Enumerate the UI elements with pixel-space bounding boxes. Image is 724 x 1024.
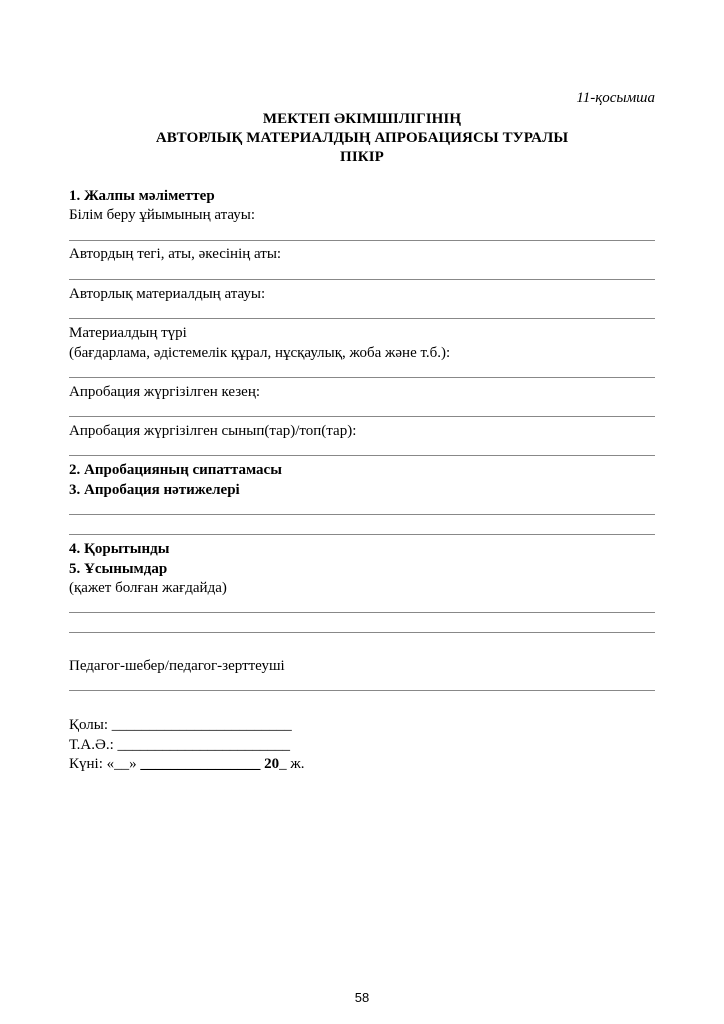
section-5-heading: 5. Ұсынымдар bbox=[69, 561, 168, 577]
author-name-label: Автордың тегі, аты, әкесінің аты: bbox=[69, 246, 282, 262]
classes-label: Апробация жүргізілген сынып(тар)/топ(тар): bbox=[69, 423, 357, 439]
signature-field: Қолы: ________________________ bbox=[69, 717, 292, 733]
page-number: 58 bbox=[354, 990, 370, 1005]
section-4-heading: 4. Қорытынды bbox=[69, 541, 170, 557]
section-2-heading: 2. Апробацияның сипаттамасы bbox=[69, 462, 282, 478]
results-line-2 bbox=[69, 534, 655, 535]
title-line-1: МЕКТЕП ӘКІМШІЛІГІНІҢ bbox=[262, 111, 462, 127]
material-name-label: Авторлық материалдың атауы: bbox=[69, 286, 266, 302]
date-field bbox=[69, 756, 305, 773]
period-line bbox=[69, 416, 655, 417]
material-type-hint: (бағдарлама, әдістемелік құрал, нұсқаулық, жоба және т.б.): bbox=[69, 345, 451, 361]
recommendations-line-2 bbox=[69, 632, 655, 633]
classes-line bbox=[69, 455, 655, 456]
full-name-field: Т.А.Ә.: _______________________ bbox=[69, 737, 290, 753]
title-line-2: АВТОРЛЫҚ МАТЕРИАЛДЫҢ АПРОБАЦИЯСЫ ТУРАЛЫ bbox=[155, 130, 569, 146]
author-name-line bbox=[69, 279, 655, 280]
date-suffix: _ ж. bbox=[279, 756, 305, 772]
results-line-1 bbox=[69, 514, 655, 515]
material-name-line bbox=[69, 318, 655, 319]
org-name-label: Білім беру ұйымының атауы: bbox=[69, 207, 256, 223]
expert-label: Педагог-шебер/педагог-зерттеуші bbox=[69, 658, 285, 674]
appendix-label: 11-қосымша bbox=[576, 90, 655, 106]
section-3-heading: 3. Апробация нәтижелері bbox=[69, 482, 240, 498]
material-type-label: Материалдың түрі bbox=[69, 325, 187, 341]
org-name-line bbox=[69, 240, 655, 241]
period-label: Апробация жүргізілген кезең: bbox=[69, 384, 261, 400]
date-blank: ________________ bbox=[140, 756, 261, 772]
date-prefix: Күні: «__» bbox=[69, 756, 141, 772]
recommendations-line-1 bbox=[69, 612, 655, 613]
date-year: 20 bbox=[260, 756, 280, 772]
expert-line bbox=[69, 690, 655, 691]
section-1-heading: 1. Жалпы мәліметтер bbox=[69, 188, 215, 204]
material-type-line bbox=[69, 377, 655, 378]
recommendations-hint: (қажет болған жағдайда) bbox=[69, 580, 227, 596]
title-line-3: ПІКІР bbox=[340, 149, 384, 165]
